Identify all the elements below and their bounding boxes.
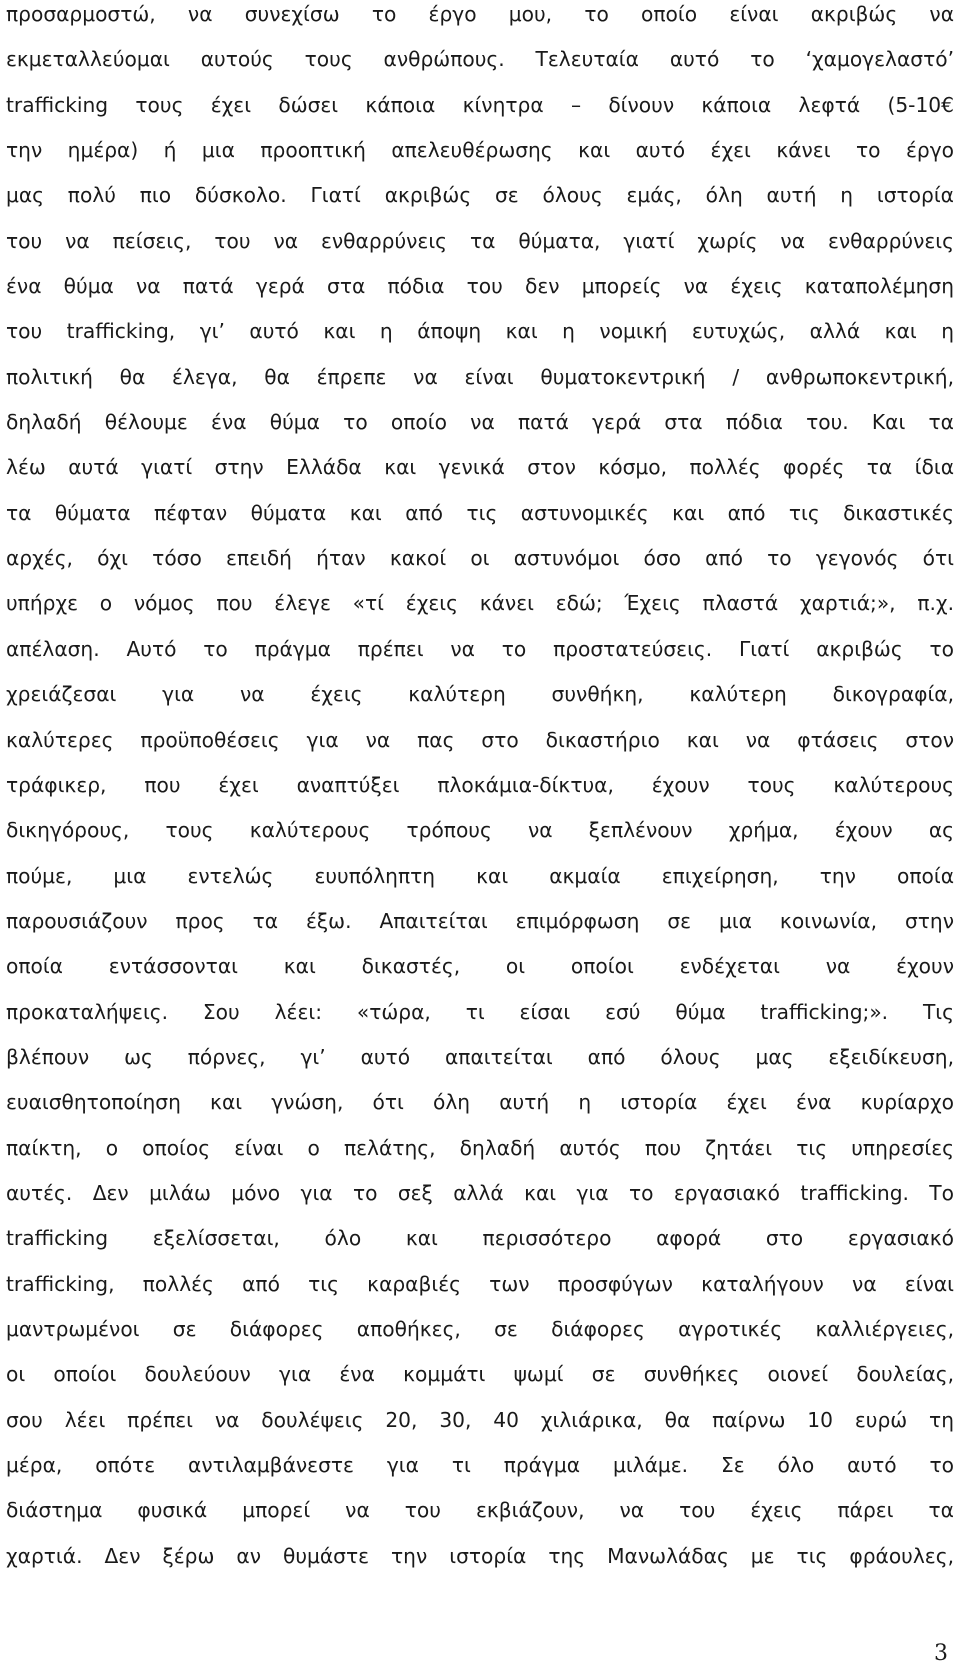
text-line: τα θύματα πέφταν θύματα και από τις αστυνομικές και από τις δικαστικές (6, 500, 954, 525)
text-line: υπήρχε ο νόμος που έλεγε «τί έχεις κάνει εδώ; Έχεις πλαστά χαρτιά;», π.χ. (6, 591, 954, 616)
text-line: αυτές. Δεν μιλάω μόνο για το σεξ αλλά και για το εργασιακό trafficking. Το (6, 1180, 954, 1205)
text-line: σου λέει πρέπει να δουλέψεις 20, 30, 40 χιλιάρικα, θα παίρνω 10 ευρώ τη (6, 1407, 954, 1432)
text-line: μαντρωμένοι σε διάφορες αποθήκες, σε διάφορες αγροτικές καλλιέργειες, (6, 1316, 954, 1341)
text-line: οι οποίοι δουλεύουν για ένα κομμάτι ψωμί σε συνθήκες οιονεί δουλείας, (6, 1362, 954, 1387)
text-line: καλύτερες προϋποθέσεις για να πας στο δικαστήριο και να φτάσεις στον (6, 727, 954, 752)
text-line: trafficking εξελίσσεται, όλο και περισσότερο αφορά στο εργασιακό (6, 1226, 954, 1251)
text-line: του trafficking, γι’ αυτό και η άποψη και η νομική ευτυχώς, αλλά και η (6, 319, 954, 344)
text-line: παίκτη, ο οποίος είναι ο πελάτης, δηλαδή αυτός που ζητάει τις υπηρεσίες (6, 1135, 954, 1160)
text-line: λέω αυτά γιατί στην Ελλάδα και γενικά στον κόσμο, πολλές φορές τα ίδια (6, 455, 954, 480)
text-line: μέρα, οπότε αντιλαμβάνεστε για τι πράγμα μιλάμε. Σε όλο αυτό το (6, 1453, 954, 1477)
text-line: του να πείσεις, του να ενθαρρύνεις τα θύματα, γιατί χωρίς να ενθαρρύνεις (6, 228, 954, 253)
text-line: την ημέρα) ή μια προοπτική απελευθέρωσης και αυτό έχει κάνει το έργο (6, 138, 954, 163)
page-number: 3 (934, 1641, 948, 1666)
text-line: trafficking, πολλές από τις καραβιές των προσφύγων καταλήγουν να είναι (6, 1271, 954, 1296)
text-line: μας πολύ πιο δύσκολο. Γιατί ακριβώς σε όλους εμάς, όλη αυτή η ιστορία (6, 183, 954, 208)
text-line: προσαρμοστώ, να συνεχίσω το έργο μου, το οποίο είναι ακριβώς να (6, 2, 954, 26)
text-line: προκαταλήψεις. Σου λέει: «τώρα, τι είσαι εσύ θύμα trafficking;». Τις (6, 999, 954, 1024)
text-line: trafficking τους έχει δώσει κάποια κίνητρα – δίνουν κάποια λεφτά (5-10€ (6, 92, 954, 117)
text-line: πολιτική θα έλεγα, θα έπρεπε να είναι θυματοκεντρική / ανθρωποκεντρική, (6, 364, 954, 389)
text-line: δικηγόρους, τους καλύτερους τρόπους να ξεπλένουν χρήμα, έχουν ας (6, 818, 954, 843)
text-line: αρχές, όχι τόσο επειδή ήταν κακοί οι αστυνόμοι όσο από το γεγονός ότι (6, 546, 954, 571)
text-line: ευαισθητοποίηση και γνώση, ότι όλη αυτή η ιστορία έχει ένα κυρίαρχο (6, 1090, 954, 1115)
text-line: πούμε, μια εντελώς ευυπόληπτη και ακμαία επιχείρηση, την οποία (6, 863, 954, 888)
text-line: τράφικερ, που έχει αναπτύξει πλοκάμια-δίκτυα, έχουν τους καλύτερους (6, 772, 954, 797)
text-line: βλέπουν ως πόρνες, γι’ αυτό απαιτείται από όλους μας εξειδίκευση, (6, 1044, 954, 1069)
text-line: δηλαδή θέλουμε ένα θύμα το οποίο να πατά γερά στα πόδια του. Και τα (6, 410, 954, 435)
text-line: χαρτιά. Δεν ξέρω αν θυμάστε την ιστορία της Μανωλάδας με τις φράουλες, (6, 1543, 954, 1568)
text-line: ένα θύμα να πατά γερά στα πόδια του δεν μπορείς να έχεις καταπολέμηση (6, 274, 954, 299)
text-line: παρουσιάζουν προς τα έξω. Απαιτείται επιμόρφωση σε μια κοινωνία, στην (6, 908, 954, 933)
text-line: απέλαση. Αυτό το πράγμα πρέπει να το προστατεύσεις. Γιατί ακριβώς το (6, 636, 954, 661)
text-line: εκμεταλλεύομαι αυτούς τους ανθρώπους. Τελευταία αυτό το ‘χαμογελαστό’ (6, 47, 954, 72)
text-line: διάστημα φυσικά μπορεί να του εκβιάζουν, να του έχεις πάρει τα (6, 1498, 954, 1523)
text-line: χρειάζεσαι για να έχεις καλύτερη συνθήκη, καλύτερη δικογραφία, (6, 682, 954, 707)
text-line: οποία εντάσσονται και δικαστές, οι οποίοι ενδέχεται να έχουν (6, 954, 954, 979)
body-text (6, 0, 954, 1579)
